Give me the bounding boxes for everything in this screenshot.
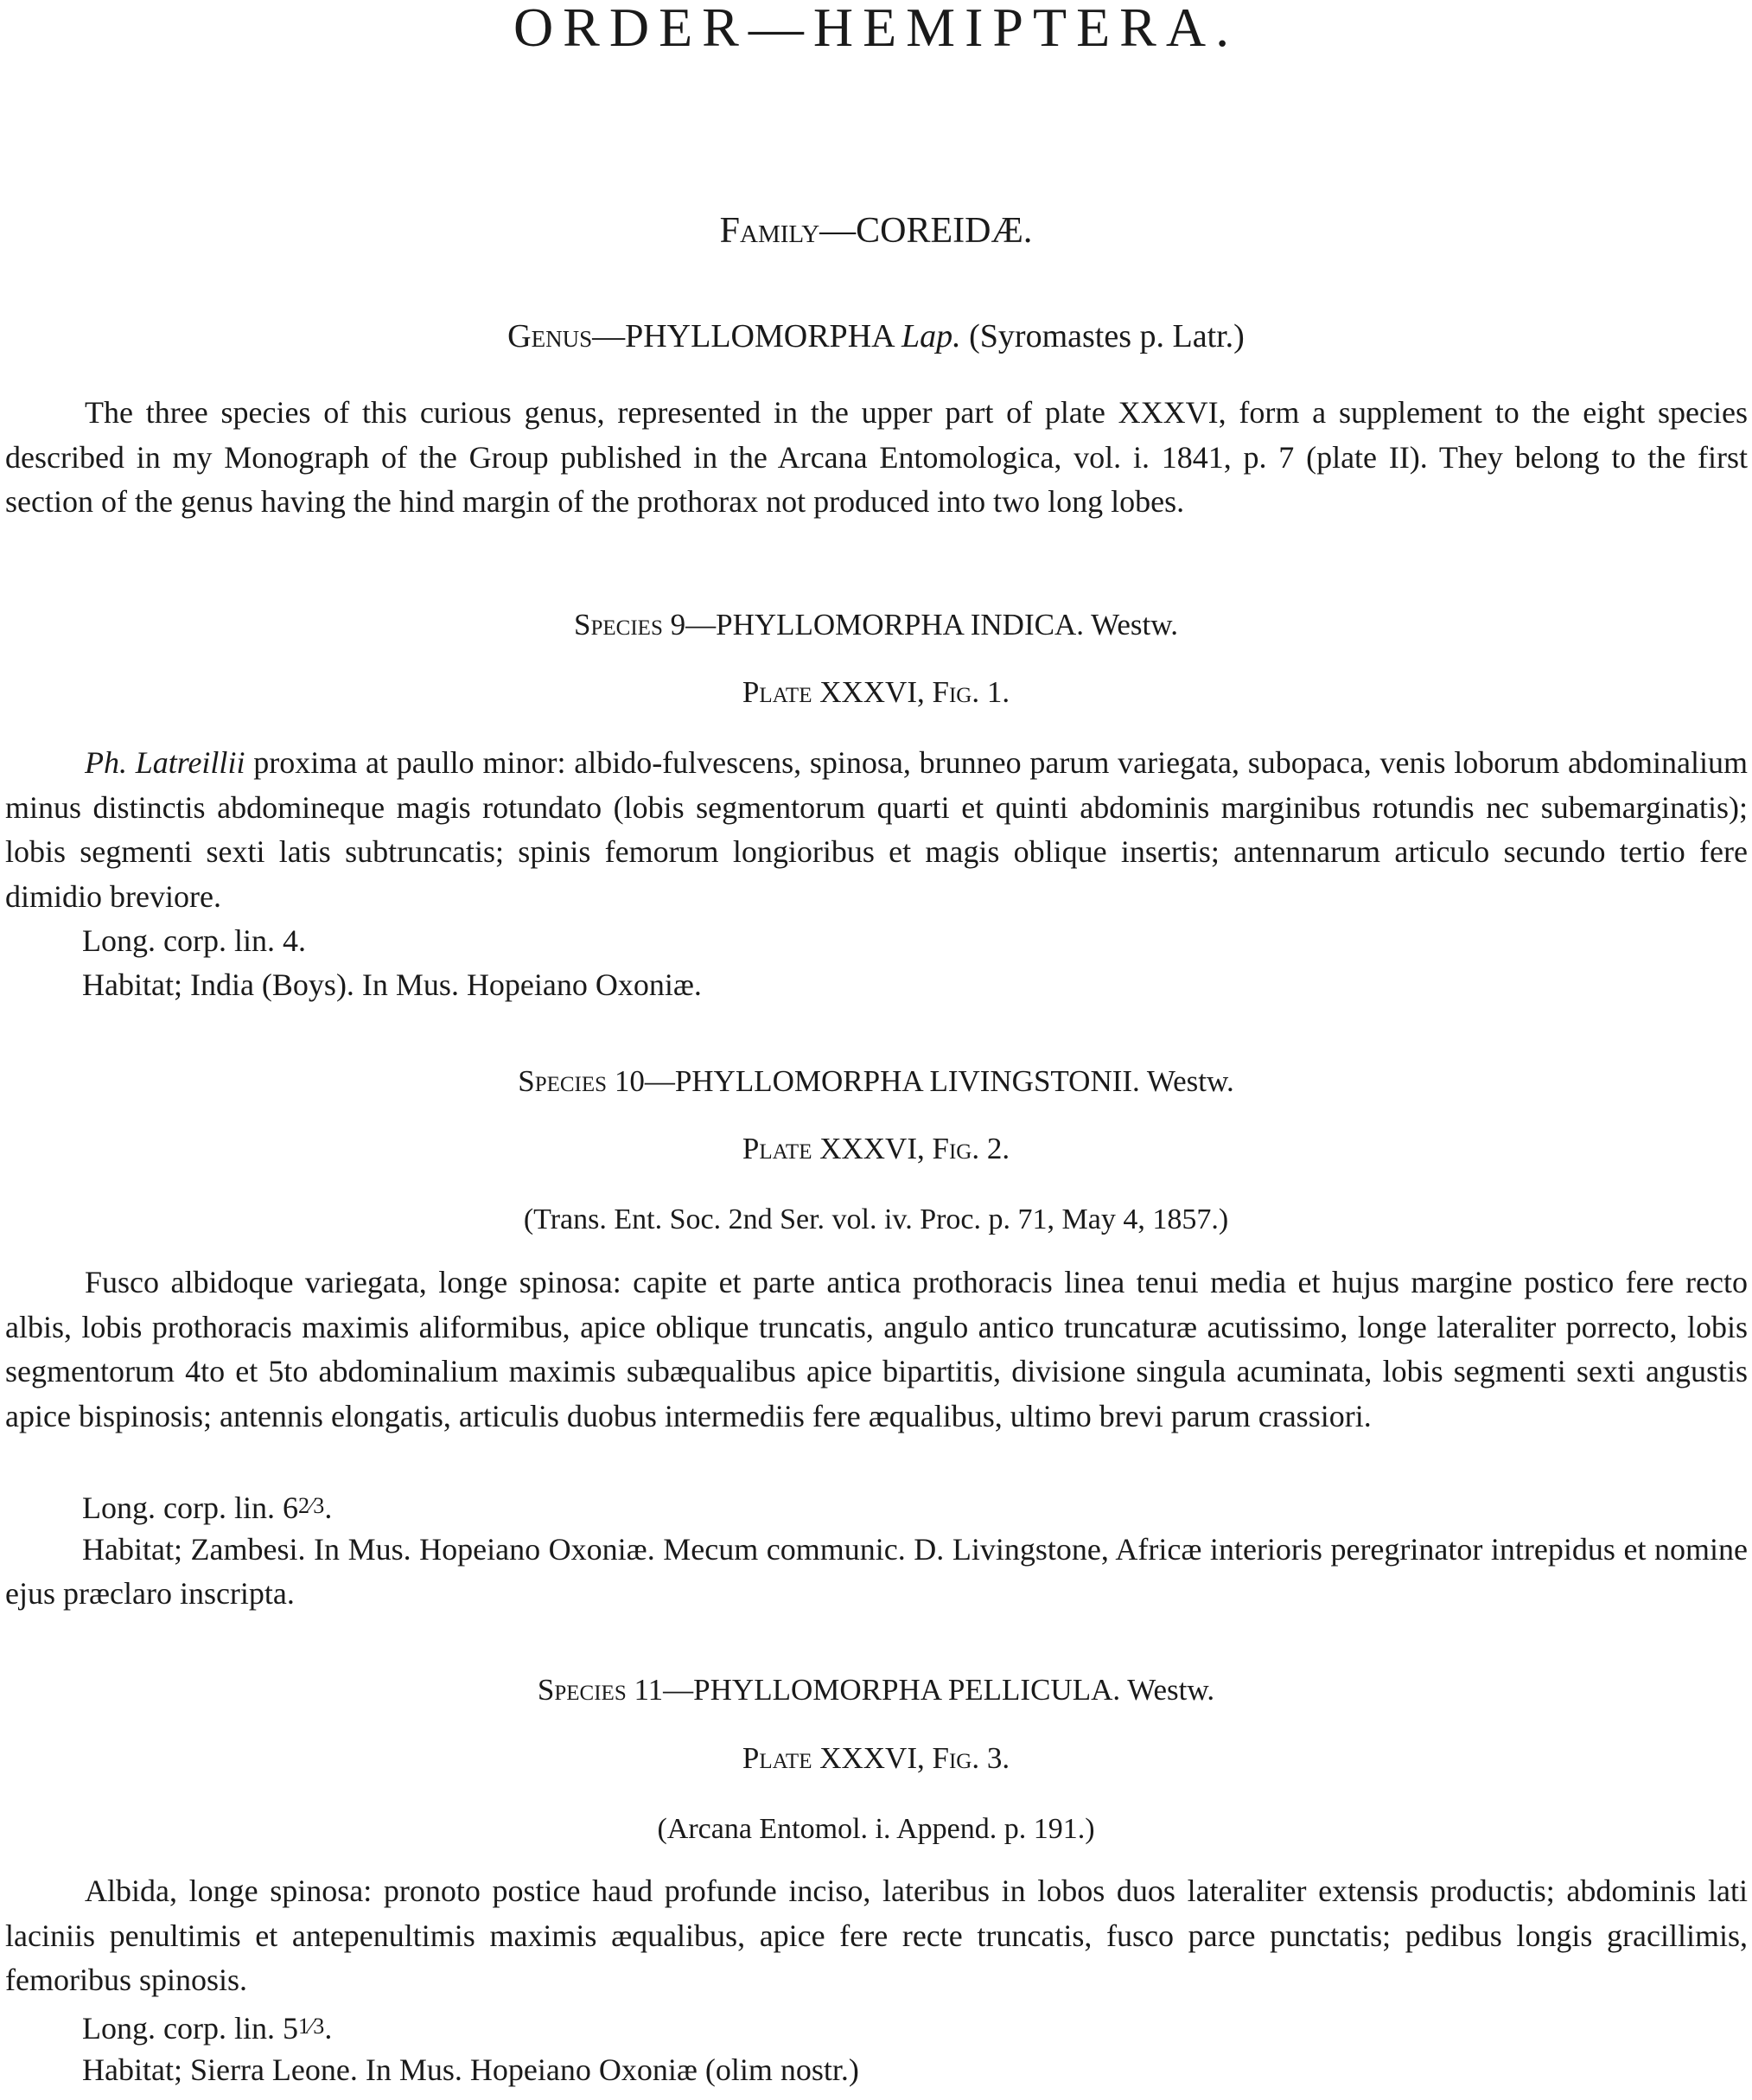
species-11-heading bbox=[0, 1670, 1752, 1710]
fig-number: . 3. bbox=[972, 1741, 1010, 1775]
species-title: 10—PHYLLOMORPHA LIVINGSTONII. Westw. bbox=[607, 1064, 1234, 1098]
fig-number: . 1. bbox=[972, 675, 1010, 709]
species-10-heading bbox=[0, 1062, 1752, 1101]
family-heading bbox=[0, 209, 1752, 252]
fig-number: . 2. bbox=[972, 1132, 1010, 1165]
length-text: Long. corp. lin. 5 bbox=[82, 2011, 298, 2046]
plate-number: XXXVI, bbox=[812, 675, 933, 709]
species-9-habitat: Habitat; India (Boys). In Mus. Hopeiano Oxoniæ. bbox=[82, 967, 702, 1002]
fig-prefix: Fig bbox=[932, 675, 972, 709]
fig-prefix: Fig bbox=[932, 1132, 972, 1165]
species-11-length: Long. corp. lin. 51⁄3. bbox=[82, 2011, 333, 2046]
length-fraction: 1⁄3 bbox=[297, 2014, 325, 2039]
species-11-plate bbox=[0, 1739, 1752, 1778]
plate-prefix: Plate bbox=[742, 1741, 812, 1775]
species-10-plate bbox=[0, 1129, 1752, 1169]
species-11-description: Albida, longe spinosa: pronoto postice haud profunde inciso, lateribus in lobos duos lateraliter extensis productis; abdominis lati laciniis penultimis et antepenultimis maximis æqualibus, apice fere recte truncatis, fusco parce punctatis; pedibus longis gracillimis, femoribus spinosis. bbox=[5, 1873, 1748, 1997]
order-title: ORDER—HEMIPTERA. bbox=[513, 0, 1239, 58]
species-11-reference: (Arcana Entomol. i. Append. p. 191.) bbox=[657, 1813, 1095, 1845]
length-text: Long. corp. lin. 6 bbox=[82, 1490, 298, 1525]
species-prefix: Species bbox=[537, 1673, 627, 1707]
species-title: 11—PHYLLOMORPHA PELLICULA. Westw. bbox=[626, 1673, 1215, 1707]
family-prefix: Family bbox=[719, 211, 820, 251]
intro-paragraph: The three species of this curious genus, represented in the upper part of plate XXXVI, form a supplement to the eight species described in my Monograph of the Group published in the Arcana Entomologica, vol. i. 1841, p. 7 (plate II). They belong to the first section of the genus having the hind margin of the prothorax not produced into two long lobes. bbox=[5, 395, 1748, 519]
species-10-habitat: Habitat; Zambesi. In Mus. Hopeiano Oxoniæ. Mecum communic. D. Livingstone, Africæ interioris peregrinator intrepidus et nomine ejus præclaro inscripta. bbox=[5, 1532, 1748, 1611]
species-9-heading bbox=[0, 605, 1752, 645]
species-title: 9—PHYLLOMORPHA INDICA. Westw. bbox=[662, 608, 1178, 641]
species-prefix: Species bbox=[574, 608, 663, 641]
family-name: —COREIDÆ. bbox=[819, 211, 1033, 251]
species-9-plate bbox=[0, 673, 1752, 712]
species-prefix: Species bbox=[518, 1064, 608, 1098]
length-fraction: 2⁄3 bbox=[297, 1493, 325, 1518]
species-11-habitat: Habitat; Sierra Leone. In Mus. Hopeiano Oxoniæ (olim nostr.) bbox=[82, 2052, 859, 2087]
genus-author: Lap. bbox=[901, 318, 961, 354]
species-9-comparison: Ph. Latreillii bbox=[85, 745, 245, 780]
plate-number: XXXVI, bbox=[812, 1741, 933, 1775]
species-10-description: Fusco albidoque variegata, longe spinosa: capite et parte antica prothoracis linea tenui media et hujus margine postico fere recto albis, lobis prothoracis maximis aliformibus, apice oblique truncatis, angulo antico truncaturæ acutissimo, longe lateraliter porrecto, lobis segmentorum 4to et 5to abdominalium maximis subæqualibus apice bipartitis, divisione singula acuminata, lobis segmenti sexti angustis apice bispinosis; antennis elongatis, articulis duobus intermediis fere æqualibus, ultimo brevi parum crassiori. bbox=[5, 1265, 1748, 1433]
plate-number: XXXVI, bbox=[812, 1132, 933, 1165]
species-9-length: Long. corp. lin. 4. bbox=[82, 923, 306, 958]
fig-prefix: Fig bbox=[932, 1741, 972, 1775]
species-10-length: Long. corp. lin. 62⁄3. bbox=[82, 1490, 333, 1525]
plate-prefix: Plate bbox=[742, 1132, 812, 1165]
genus-heading bbox=[0, 316, 1752, 357]
genus-synonym: (Syromastes p. Latr.) bbox=[960, 318, 1245, 354]
genus-prefix: Genus bbox=[507, 318, 593, 354]
species-9-description bbox=[5, 741, 1748, 919]
genus-name: —PHYLLOMORPHA bbox=[592, 318, 901, 354]
species-10-reference: (Trans. Ent. Soc. 2nd Ser. vol. iv. Proc. p. 71, May 4, 1857.) bbox=[523, 1203, 1229, 1235]
plate-prefix: Plate bbox=[742, 675, 812, 709]
description-text: proxima at paullo minor: albido-fulvescens, spinosa, brunneo parum variegata, subopaca, venis loborum abdominalium minus distinctis abdomineque magis rotundato (lobis segmentorum quarti et quinti abdominis marginibus rotundis nec subemarginatis); lobis segmenti sexti latis subtruncatis; spinis femorum longioribus et magis oblique insertis; antennarum articulo secundo tertio fere dimidio breviore. bbox=[5, 745, 1748, 914]
